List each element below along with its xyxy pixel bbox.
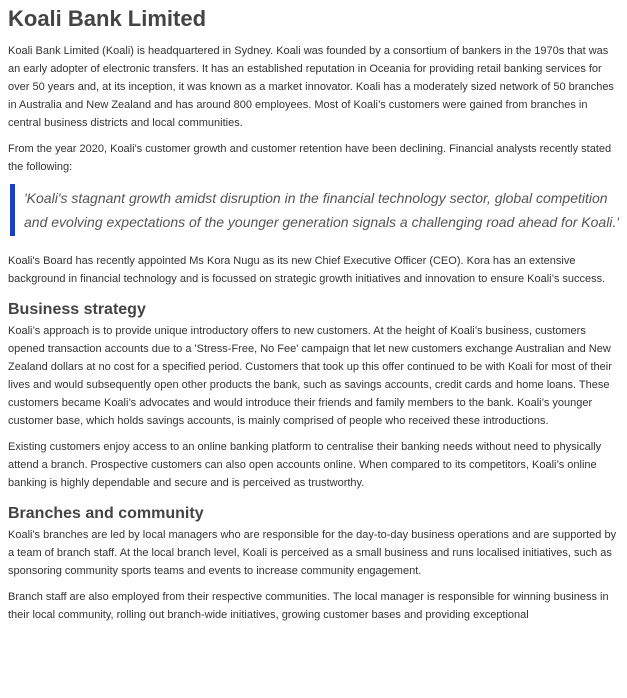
growth-paragraph: From the year 2020, Koali's customer growth and customer retention have been declining. Financial analysts recently stated the following: [8,143,612,173]
business-strategy-paragraph-2: Existing customers enjoy access to an online banking platform to centralise their banking needs without need to physically attend a branch. Prospective customers can also open accounts online. When compared to its competitors, Koali’s online banking is highly dependable and secure and is perceived as trustworthy. [8,441,602,489]
page-title: Koali Bank Limited [8,6,207,31]
analyst-quote: 'Koali's stagnant growth amidst disruption in the financial technology sector, global competition and evolving expectations of the younger generation signals a challenging road ahead for Koali.' [10,184,619,236]
branches-paragraph-2: Branch staff are also employed from their respective communities. The local manager is responsible for winning business in their local community, rolling out branch-wide initiatives, growing customer bases and providing exceptional [8,591,609,621]
branches-paragraph-1: Koali's branches are led by local managers who are responsible for the day-to-day business operations and are supported by a team of branch staff. At the local branch level, Koali is perceived as a small business and runs localised initiatives, such as sponsoring community sports teams and events to increase community engagement. [8,529,617,577]
document-page [8,0,619,624]
branches-heading: Branches and community [8,505,204,522]
business-strategy-heading: Business strategy [8,301,146,318]
intro-paragraph: Koali Bank Limited (Koali) is headquartered in Sydney. Koali was founded by a consortium of bankers in the 1970s that was an early adopter of electronic transfers. It has an established reputation in Oceania for providing retail banking services for over 50 years and, at its inception, it was known as a market innovator. Koali has a moderately sized network of 50 branches in Australia and New Zealand and has around 800 employees. Most of Koali’s customers were gained from branches in central business districts and local communities. [8,45,614,129]
board-paragraph: Koali's Board has recently appointed Ms Kora Nugu as its new Chief Executive Officer (CEO). Kora has an extensive background in financial technology and is focussed on strategic growth initiatives and innovation to ensure Koali’s success. [8,255,606,285]
business-strategy-paragraph-1: Koali’s approach is to provide unique introductory offers to new customers. At the height of Koali’s business, customers opened transaction accounts due to a 'Stress-Free, No Fee' campaign that let new customers exchange Australian and New Zealand dollars at no cost for a specified period. Customers that took up this offer continued to be with Koali for most of their lives and would subsequently open other products the bank, such as savings accounts, credit cards and home loans. These customers became Koali’s advocates and would introduce their friends and family members to the bank. Koali’s younger customer base, which holds savings accounts, is mainly comprised of people who received these introductions. [8,325,612,427]
